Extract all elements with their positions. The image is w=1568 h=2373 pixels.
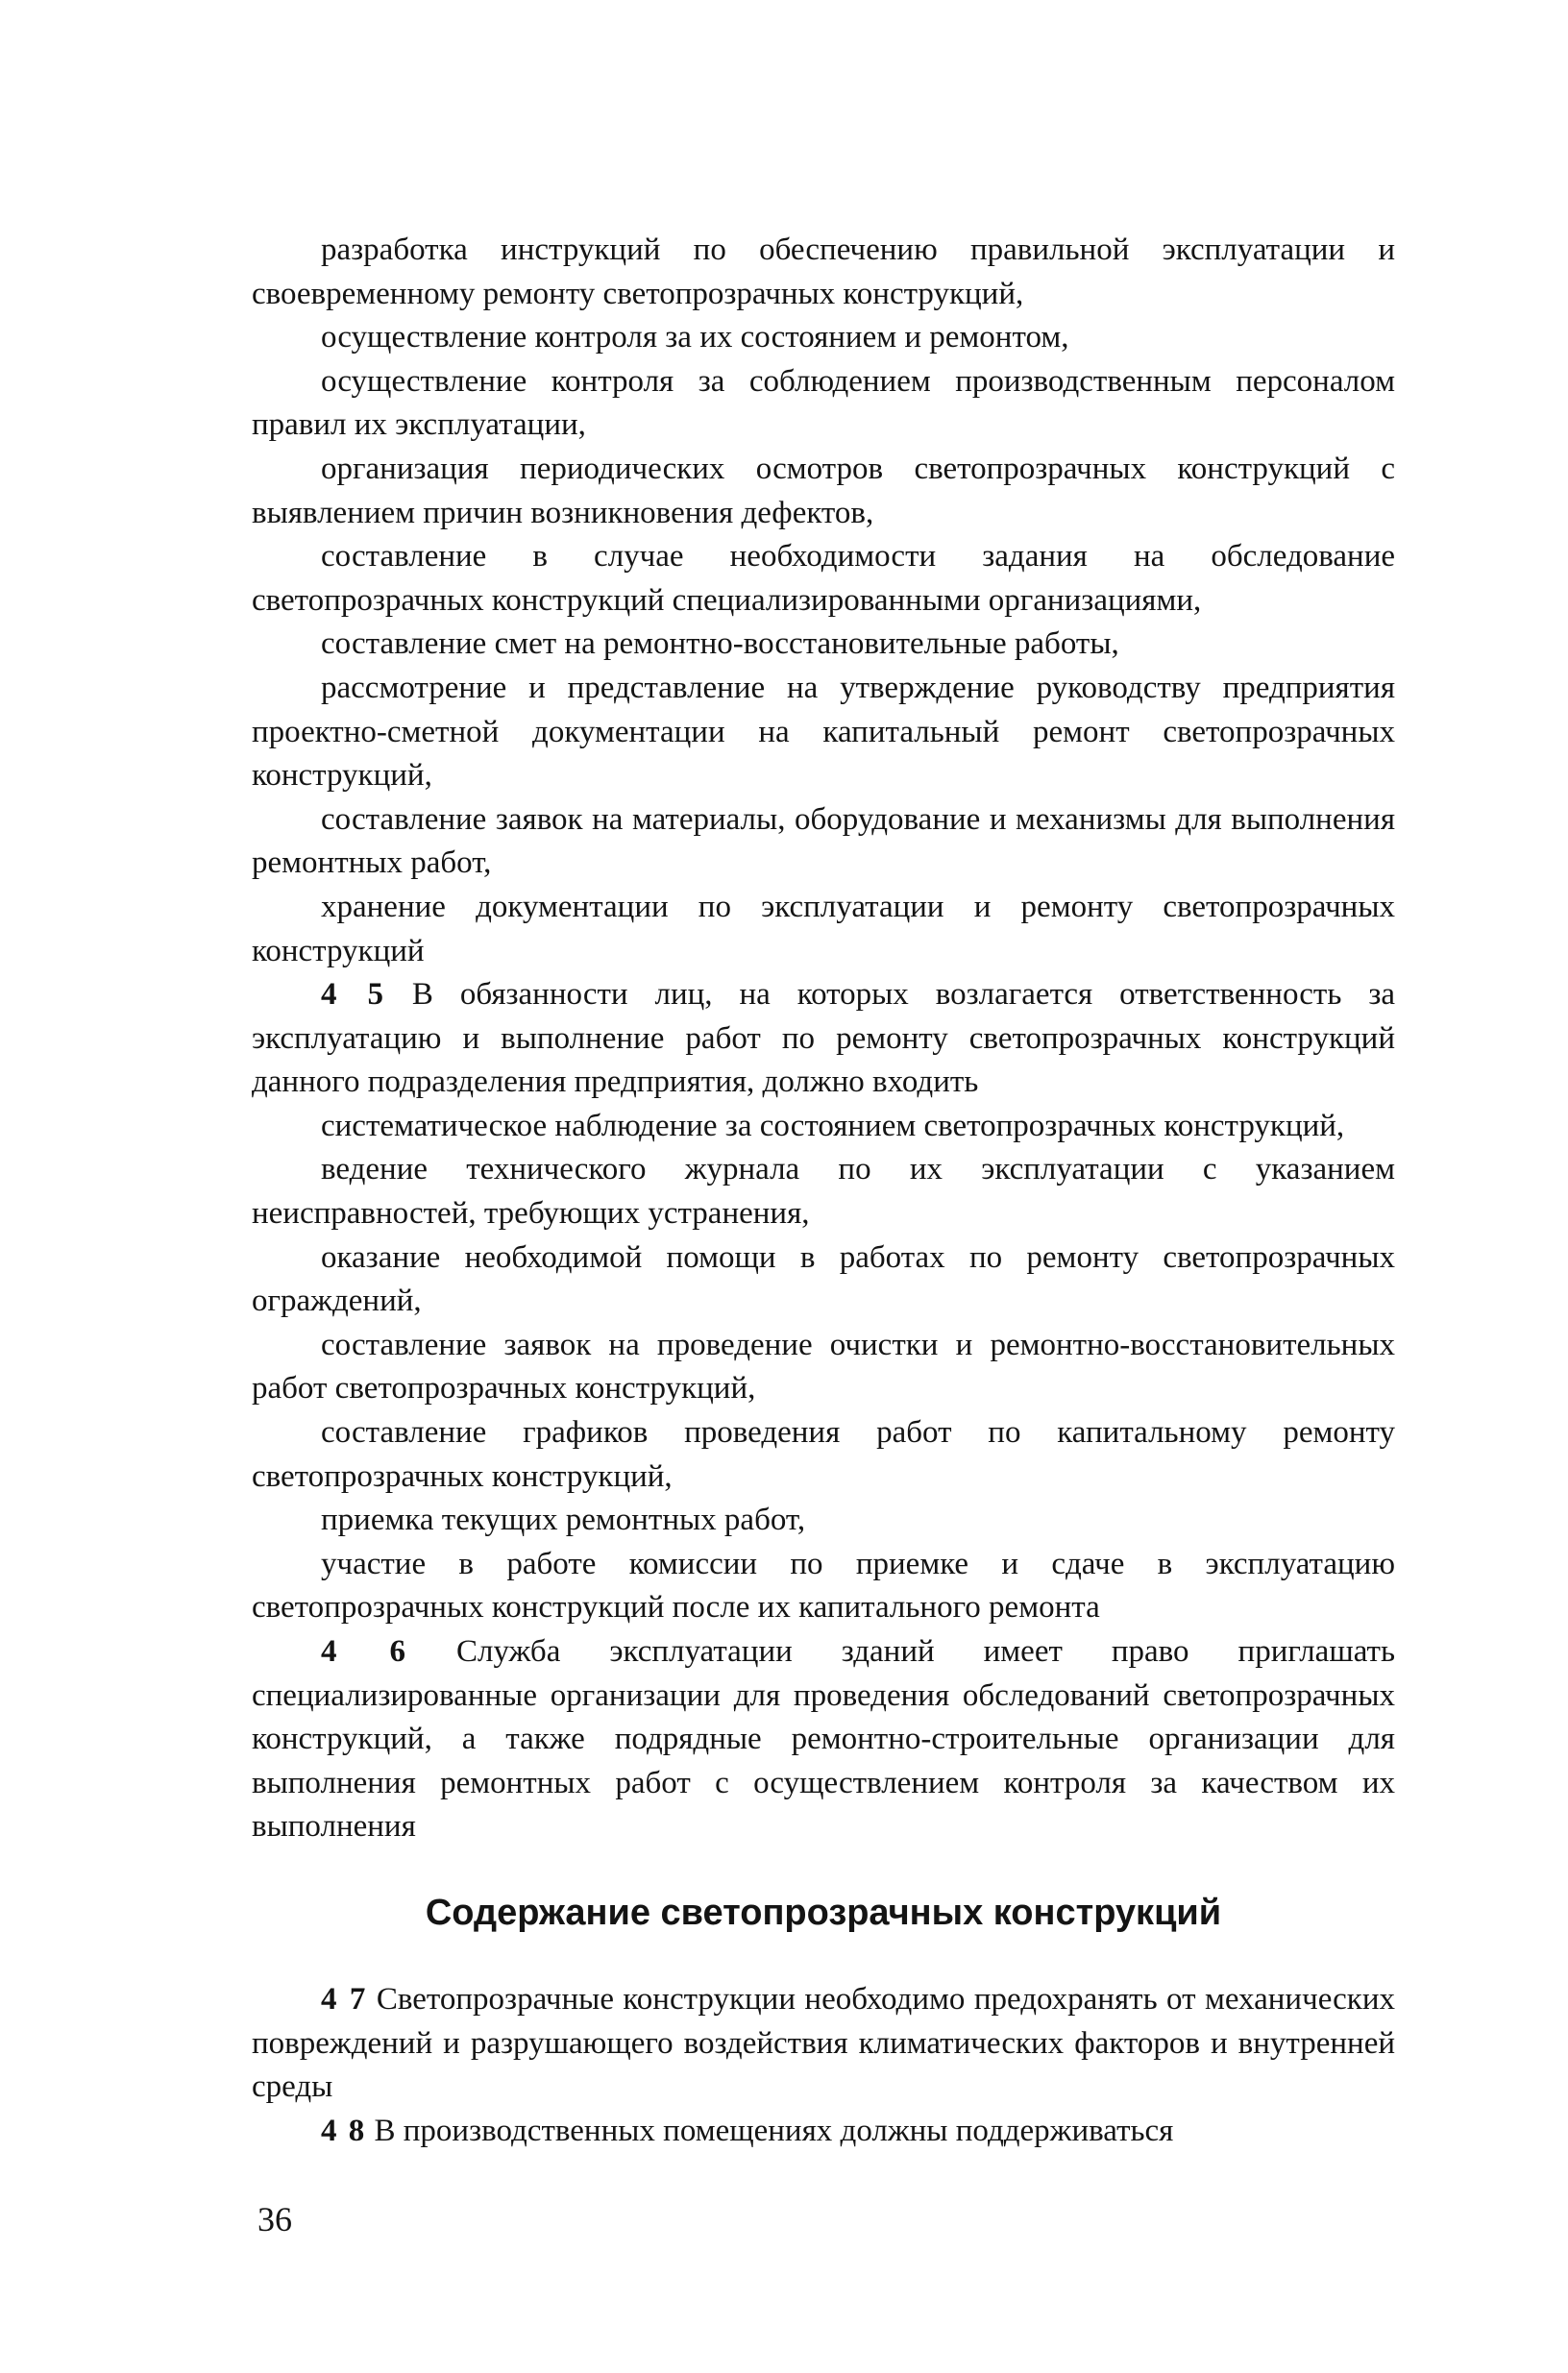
paragraph-group-bottom: [252, 1978, 1395, 2153]
paragraph-text: ведение технического журнала по их эксплуатации с указанием неисправностей, требующих устранения,: [252, 1152, 1395, 1232]
paragraph-text: составление заявок на проведение очистки и ремонтно-восстановительных работ светопрозрачных конструкций,: [252, 1327, 1395, 1407]
paragraph-text: участие в работе комиссии по приемке и сдаче в эксплуатацию светопрозрачных конструкций после их капитального ремонта: [252, 1546, 1395, 1626]
paragraph: [252, 1324, 1395, 1411]
paragraph-text: приемка текущих ремонтных работ,: [321, 1503, 806, 1538]
paragraph-text: осуществление контроля за соблюдением производственным персоналом правил их эксплуатации,: [252, 363, 1395, 443]
paragraph: [252, 798, 1395, 886]
paragraph-text: осуществление контроля за их состоянием и ремонтом,: [321, 320, 1069, 355]
paragraph-text: В обязанности лиц, на которых возлагается ответственность за эксплуатацию и выполнение работ по ремонту светопрозрачных конструкций данного подразделения предприятия, должно входить: [252, 977, 1396, 1100]
section-heading: Содержание светопрозрачных конструкций: [425, 1892, 1222, 1933]
page-number: 36: [257, 2200, 292, 2238]
paragraph: [252, 535, 1395, 623]
paragraph: [252, 229, 1395, 316]
document-page: [252, 229, 1395, 2153]
paragraph-text: составление в случае необходимости задания на обследование светопрозрачных конструкций специализированными организациями,: [252, 539, 1395, 618]
paragraph-text: составление графиков проведения работ по капитальному ремонту светопрозрачных конструкций,: [252, 1415, 1395, 1494]
paragraph: [252, 1148, 1395, 1235]
paragraph-text: разработка инструкций по обеспечению правильной эксплуатации и своевременному ремонту светопрозрачных конструкций,: [252, 232, 1395, 311]
paragraph-text: хранение документации по эксплуатации и ремонту светопрозрачных конструкций: [252, 889, 1395, 968]
paragraph: [252, 1411, 1395, 1499]
paragraph: [252, 1236, 1395, 1324]
paragraph: [252, 316, 1395, 360]
clause-number: 4 6: [321, 1634, 407, 1669]
paragraph: [252, 448, 1395, 535]
paragraph-text: составление заявок на материалы, оборудование и механизмы для выполнения ремонтных работ,: [252, 801, 1395, 881]
paragraph: [252, 623, 1395, 667]
paragraph: [252, 1499, 1395, 1543]
paragraph-text: составление смет на ремонтно-восстановительные работы,: [321, 626, 1119, 662]
clause-number: 4 7: [321, 1981, 368, 2017]
paragraph: [252, 360, 1395, 448]
paragraph-text: оказание необходимой помощи в работах по ремонту светопрозрачных ограждений,: [252, 1239, 1395, 1319]
paragraph: [252, 886, 1395, 973]
paragraph-text: организация периодических осмотров светопрозрачных конструкций с выявлением причин возникновения дефектов,: [252, 451, 1395, 530]
paragraph-text: Светопрозрачные конструкции необходимо предохранять от механических повреждений и разрушающего воздействия климатических факторов и внутренней среды: [252, 1981, 1395, 2105]
clause-number: 4 8: [321, 2113, 367, 2148]
paragraph: [252, 973, 1395, 1105]
paragraph: [252, 667, 1395, 798]
paragraph-text: рассмотрение и представление на утверждение руководству предприятия проектно-сметной документации на капитальный ремонт светопрозрачных конструкций,: [252, 670, 1395, 794]
paragraph-text: систематическое наблюдение за состоянием светопрозрачных конструкций,: [321, 1108, 1345, 1143]
paragraph: [252, 1105, 1395, 1149]
paragraph: [252, 2110, 1395, 2154]
clause-number: 4 5: [321, 977, 385, 1013]
paragraph-group-top: [252, 229, 1395, 1849]
paragraph-text: В производственных помещениях должны поддерживаться: [366, 2113, 1174, 2148]
paragraph: [252, 1978, 1395, 2110]
paragraph-text: Служба эксплуатации зданий имеет право приглашать специализированные организации для проведения обследований светопрозрачных конструкций, а также подрядные ремонтно-строительные организации для выполнения ремонтных работ с осуществлением контроля за качеством их выполнения: [252, 1634, 1395, 1845]
paragraph: [252, 1543, 1395, 1630]
paragraph: [252, 1630, 1395, 1849]
